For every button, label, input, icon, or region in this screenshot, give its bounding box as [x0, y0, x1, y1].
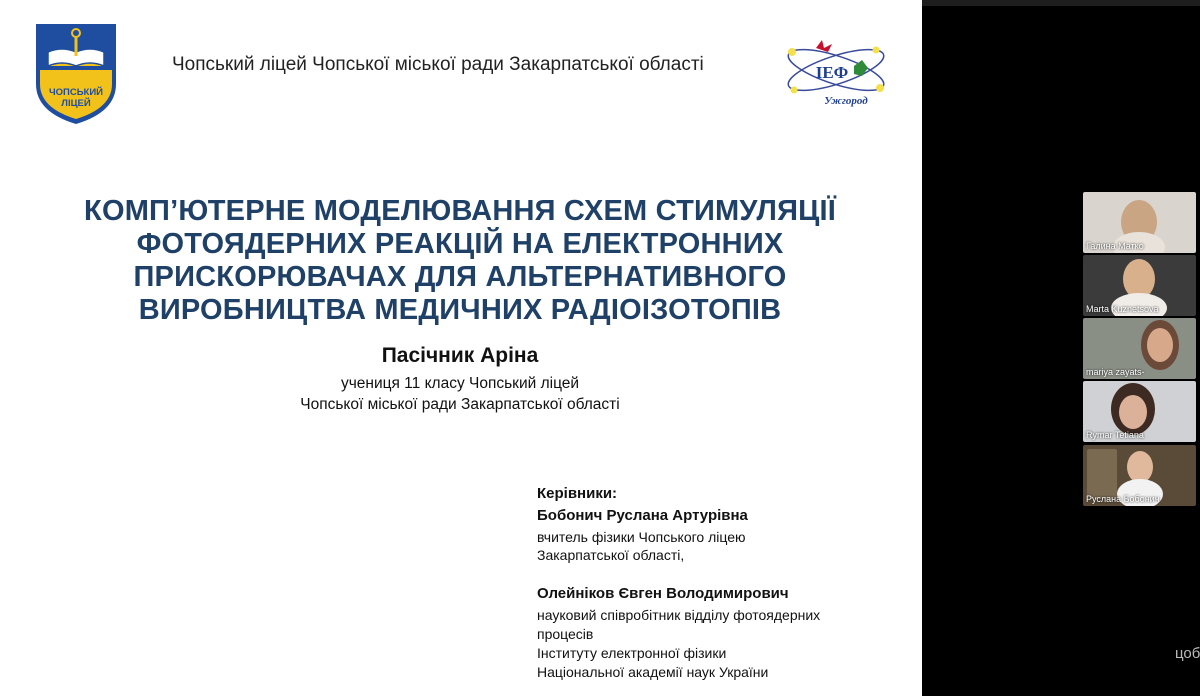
participant-video-tile[interactable] [1083, 255, 1196, 316]
institute-logo [780, 36, 892, 110]
title-line: КОМП’ЮТЕРНЕ МОДЕЛЮВАННЯ СХЕМ СТИМУЛЯЦІЇ [84, 195, 836, 227]
svg-text:ІЕФ: ІЕФ [815, 63, 849, 82]
title-line: ПРИСКОРЮВАЧАХ ДЛЯ АЛЬТЕРНАТИВНОГО [133, 261, 787, 293]
participant-video-body [1147, 328, 1173, 362]
participant-name: Галина Матко [1086, 241, 1144, 251]
participant-video-background [1087, 449, 1117, 499]
participant-name: mariya zayats- [1086, 367, 1145, 377]
supervisor-details: Інституту електронної фізики [537, 645, 727, 661]
supervisor-name: Олейніков Євген Володимирович [537, 585, 789, 602]
svg-text:Ужгород: Ужгород [824, 95, 868, 107]
author-affiliation-line: Чопської міської ради Закарпатської області [300, 396, 620, 413]
participant-video-tile[interactable] [1083, 318, 1196, 379]
author-affiliation-line: учениця 11 класу Чопський ліцей [340, 375, 580, 392]
participant-name: Rymar Tetiana [1086, 430, 1144, 440]
supervisors-label: Керівники: [537, 485, 618, 502]
supervisor-name: Бобонич Руслана Артурівна [537, 507, 748, 524]
title-line: ВИРОБНИЦТВА МЕДИЧНИХ РАДІОІЗОТОПІВ [138, 294, 782, 326]
supervisor-details: Національної академії наук України [537, 664, 769, 680]
svg-text:ЛІЦЕЙ: ЛІЦЕЙ [61, 98, 91, 109]
participant-name: Marta Kuznetsova [1086, 304, 1159, 314]
lyceum-logo [34, 22, 118, 126]
supervisor-details: науковий співробітник відділу фотоядерних [537, 607, 821, 623]
supervisor-details: процесів [537, 626, 594, 642]
slide-title [60, 195, 860, 327]
participant-video-body [1119, 395, 1147, 429]
participant-name: Руслана Бобонич [1086, 494, 1160, 504]
participant-video-tile[interactable] [1083, 445, 1196, 506]
supervisor-details: Закарпатської області, [537, 547, 685, 563]
supervisor-details: вчитель фізики Чопського ліцею [537, 529, 746, 545]
side-caption: цоб [1175, 645, 1200, 662]
svg-text:ЧОПСЬКИЙ: ЧОПСЬКИЙ [48, 87, 104, 98]
school-header: Чопський ліцей Чопської міської ради Закарпатської області [172, 54, 704, 75]
title-line: ФОТОЯДЕРНИХ РЕАКЦІЙ НА ЕЛЕКТРОННИХ [136, 228, 784, 260]
participant-video-tile[interactable] [1083, 192, 1196, 253]
participant-video-tile[interactable] [1083, 381, 1196, 442]
author-name: Пасічник Аріна [381, 344, 539, 367]
